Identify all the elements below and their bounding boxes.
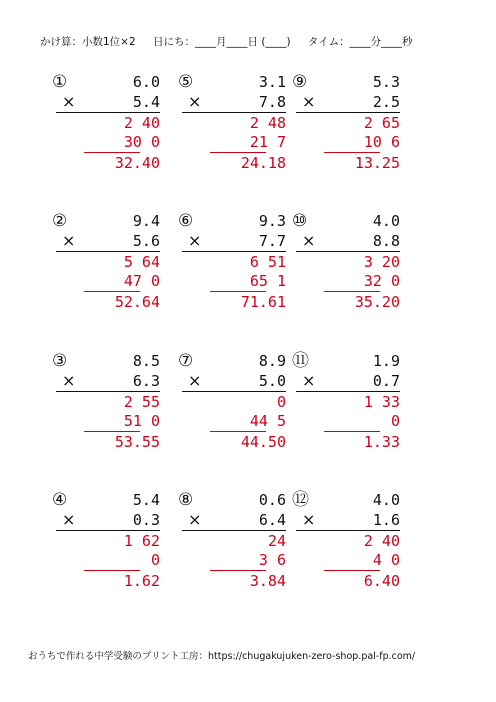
partial-product-2: 3 6 <box>258 551 286 569</box>
multiplier: 5.6 <box>132 232 160 250</box>
partial-product-2: 21 7 <box>249 133 286 151</box>
problem-card <box>52 488 164 608</box>
partial-product-2: 30 0 <box>123 133 160 151</box>
multiplier: 5.4 <box>132 93 160 111</box>
multiplicand: 6.0 <box>132 73 160 91</box>
problem-card <box>292 349 404 469</box>
problem-number: ⑧ <box>178 490 194 510</box>
answer: 24.18 <box>240 154 286 172</box>
partial-product-2: 0 <box>150 551 160 569</box>
problem-number: ② <box>52 211 68 231</box>
problem-number: ⑫ <box>292 490 309 510</box>
partial-product-1: 24 <box>267 532 286 550</box>
worksheet-title: かけ算：小数1位×2 <box>40 36 136 48</box>
partial-product-2: 51 0 <box>123 412 160 430</box>
partial-product-1: 6 51 <box>249 253 286 271</box>
problem-number: ⑥ <box>178 211 194 231</box>
partial-product-2: 0 <box>390 412 400 430</box>
partial-product-2: 65 1 <box>249 272 286 290</box>
multiply-sign: × <box>62 92 76 111</box>
answer: 13.25 <box>354 154 400 172</box>
multiplier: 0.7 <box>372 372 400 390</box>
problem-card <box>292 488 404 608</box>
multiplier: 1.6 <box>372 511 400 529</box>
problem-card <box>52 70 164 190</box>
problem-number: ③ <box>52 351 68 371</box>
multiplicand: 8.5 <box>132 352 160 370</box>
footer-credit: おうちで作れる中学受験のプリント工房：https://chugakujuken-zero-shop.pal-fp.com/ <box>28 651 416 662</box>
partial-product-2: 44 5 <box>249 412 286 430</box>
multiplicand: 5.4 <box>132 491 160 509</box>
problem-number: ④ <box>52 490 68 510</box>
multiplicand: 8.9 <box>258 352 286 370</box>
partial-product-2: 10 6 <box>363 133 400 151</box>
multiplicand: 3.1 <box>258 73 286 91</box>
problem-card <box>52 349 164 469</box>
multiplier: 2.5 <box>372 93 400 111</box>
partial-product-1: 2 55 <box>123 393 160 411</box>
multiply-sign: × <box>62 231 76 250</box>
multiply-sign: × <box>302 92 316 111</box>
partial-product-1: 3 20 <box>363 253 400 271</box>
problem-number: ⑦ <box>178 351 194 371</box>
problem-number: ① <box>52 72 68 92</box>
time-field: タイム：____分____秒 <box>307 36 413 48</box>
partial-product-2: 47 0 <box>123 272 160 290</box>
multiplicand: 1.9 <box>372 352 400 370</box>
answer: 6.40 <box>363 572 400 590</box>
answer: 52.64 <box>114 293 160 311</box>
answer: 71.61 <box>240 293 286 311</box>
multiplicand: 4.0 <box>372 212 400 230</box>
partial-product-1: 2 48 <box>249 114 286 132</box>
multiply-sign: × <box>188 510 202 529</box>
problem-card <box>292 209 404 329</box>
multiply-sign: × <box>188 231 202 250</box>
problem-number: ⑤ <box>178 72 194 92</box>
multiplier: 7.8 <box>258 93 286 111</box>
multiply-sign: × <box>188 92 202 111</box>
answer: 35.20 <box>354 293 400 311</box>
multiplicand: 4.0 <box>372 491 400 509</box>
answer: 44.50 <box>240 433 286 451</box>
multiply-sign: × <box>188 371 202 390</box>
multiplicand: 5.3 <box>372 73 400 91</box>
problem-card <box>178 209 290 329</box>
partial-product-1: 5 64 <box>123 253 160 271</box>
partial-product-2: 4 0 <box>372 551 400 569</box>
multiply-sign: × <box>302 510 316 529</box>
answer: 1.62 <box>123 572 160 590</box>
answer: 3.84 <box>249 572 286 590</box>
problem-card <box>178 349 290 469</box>
answer: 1.33 <box>363 433 400 451</box>
partial-product-1: 2 40 <box>123 114 160 132</box>
answer: 53.55 <box>114 433 160 451</box>
multiply-sign: × <box>302 371 316 390</box>
partial-product-1: 0 <box>276 393 286 411</box>
multiplier: 5.0 <box>258 372 286 390</box>
worksheet-header <box>40 34 470 49</box>
partial-product-2: 32 0 <box>363 272 400 290</box>
partial-product-1: 1 62 <box>123 532 160 550</box>
multiplier: 7.7 <box>258 232 286 250</box>
answer: 32.40 <box>114 154 160 172</box>
problem-number: ⑪ <box>292 351 309 371</box>
multiplicand: 9.3 <box>258 212 286 230</box>
problem-card <box>52 209 164 329</box>
multiplier: 8.8 <box>372 232 400 250</box>
multiply-sign: × <box>62 371 76 390</box>
problem-card <box>178 70 290 190</box>
multiplier: 6.3 <box>132 372 160 390</box>
multiplicand: 9.4 <box>132 212 160 230</box>
partial-product-1: 1 33 <box>363 393 400 411</box>
problem-number: ⑨ <box>292 72 308 92</box>
problem-card <box>292 70 404 190</box>
problem-number: ⑩ <box>292 211 308 231</box>
multiplier: 0.3 <box>132 511 160 529</box>
partial-product-1: 2 40 <box>363 532 400 550</box>
multiply-sign: × <box>62 510 76 529</box>
problem-card <box>178 488 290 608</box>
date-field: 日にち：____月____日 (____) <box>153 36 291 48</box>
partial-product-1: 2 65 <box>363 114 400 132</box>
multiplier: 6.4 <box>258 511 286 529</box>
multiply-sign: × <box>302 231 316 250</box>
problem-grid <box>0 70 496 590</box>
multiplicand: 0.6 <box>258 491 286 509</box>
